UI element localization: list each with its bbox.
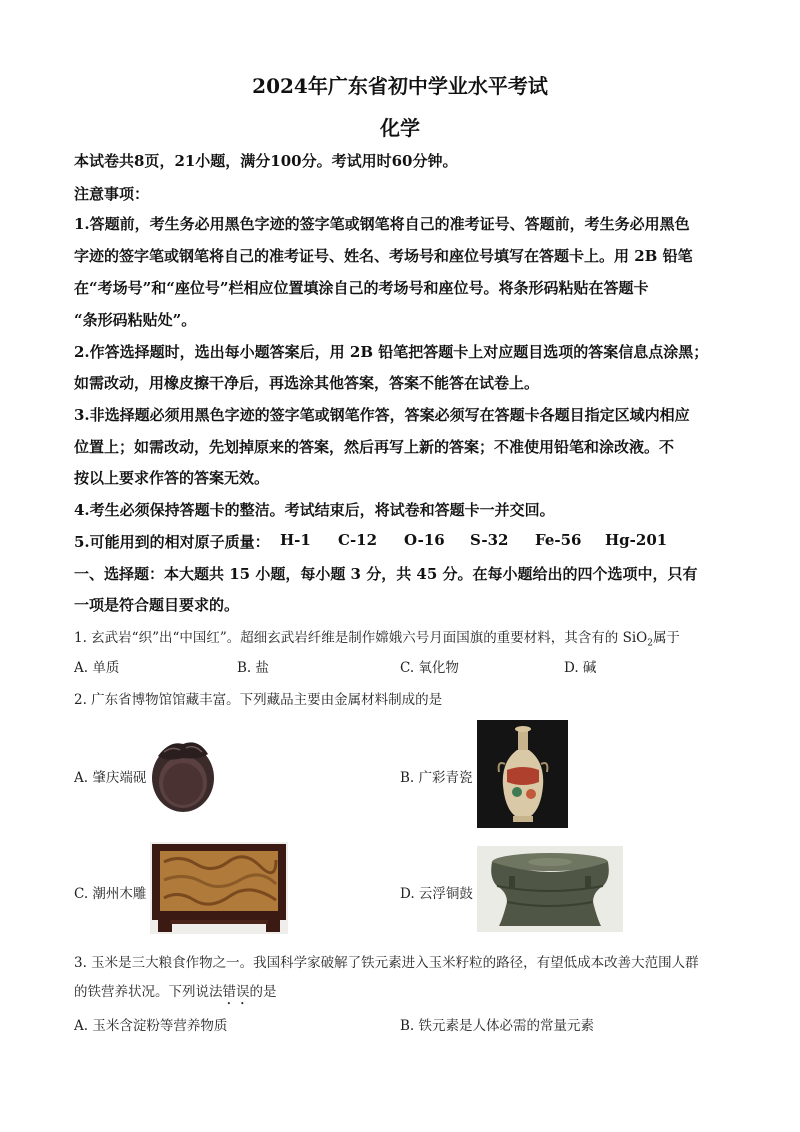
question-1-stem-end: 属于 xyxy=(652,630,680,646)
notice-line: 2.作答选择题时，选出每小题答案后，用 2B 铅笔把答题卡上对应题目选项的答案信息点涂黑； xyxy=(74,343,709,361)
question-3-option-b[interactable]: B. 铁元素是人体必需的常量元素 xyxy=(400,1018,595,1034)
subject-title: 化学 xyxy=(380,116,420,140)
exam-title: 2024年广东省初中学业水平考试 xyxy=(252,74,548,98)
notice-line: 位置上；如需改动，先划掉原来的答案，然后再写上新的答案；不准使用铅笔和涂改液。不 xyxy=(74,438,675,456)
question-2-option-a[interactable]: A. 肇庆端砚 xyxy=(74,770,147,786)
question-1-stem-text: 1. 玄武岩“织”出“中国红”。超细玄武岩纤维是制作嫦娥六号月面国旗的重要材料，其含有的 SiO xyxy=(74,630,648,646)
porcelain-vase-image xyxy=(477,720,568,828)
atomic-mass-item: O-16 xyxy=(404,531,445,549)
notice-heading: 注意事项： xyxy=(74,185,150,203)
question-1-option-c[interactable]: C. 氧化物 xyxy=(400,660,459,676)
notice-line: 4.考生必须保持答题卡的整洁。考试结束后，将试卷和答题卡一并交回。 xyxy=(74,501,555,519)
notice-line: 按以上要求作答的答案无效。 xyxy=(74,469,270,487)
question-3-stem-cont xyxy=(74,980,277,1008)
question-1-option-b[interactable]: B. 盐 xyxy=(237,660,270,676)
question-2-option-b[interactable]: B. 广彩青瓷 xyxy=(400,770,473,786)
atomic-mass-item: Fe-56 xyxy=(535,531,582,549)
inkstone-image xyxy=(150,730,216,816)
question-3-stem: 3. 玉米是三大粮食作物之一。我国科学家破解了铁元素进入玉米籽粒的路径，有望低成本改善大范围人群 xyxy=(74,955,699,971)
question-1-stem xyxy=(74,626,680,649)
atomic-mass-item: S-32 xyxy=(470,531,509,549)
question-2-option-d[interactable]: D. 云浮铜鼓 xyxy=(400,886,473,902)
notice-line: 在“考场号”和“座位号”栏相应位置填涂自己的考场号和座位号。将条形码粘贴在答题卡 xyxy=(74,279,649,297)
question-1-option-d[interactable]: D. 碱 xyxy=(564,660,597,676)
bronze-drum-image xyxy=(477,846,623,932)
atomic-mass-item: C-12 xyxy=(338,531,378,549)
question-2-stem: 2. 广东省博物馆馆藏丰富。下列藏品主要由金属材料制成的是 xyxy=(74,692,443,708)
notice-line: 字迹的签字笔或钢笔将自己的准考证号、姓名、考场号和座位号填写在答题卡上。用 2B 铅笔 xyxy=(74,247,693,265)
atomic-mass-item: H-1 xyxy=(280,531,311,549)
section-heading: 一项是符合题目要求的。 xyxy=(74,596,240,614)
exam-intro: 本试卷共8页，21小题，满分100分。考试用时60分钟。 xyxy=(74,152,458,170)
question-1-option-a[interactable]: A. 单质 xyxy=(74,660,120,676)
question-2-option-c[interactable]: C. 潮州木雕 xyxy=(74,886,147,902)
subscript-2: 2 xyxy=(647,638,653,649)
notice-line: 如需改动，用橡皮擦干净后，再选涂其他答案，答案不能答在试卷上。 xyxy=(74,374,540,392)
question-3-stem-text: 的铁营养状况。下列说法 xyxy=(74,984,223,1000)
section-heading: 一、选择题：本大题共 15 小题，每小题 3 分，共 45 分。在每小题给出的四个选项中，只有 xyxy=(74,565,698,583)
question-3-stem-end: 的是 xyxy=(249,984,277,1000)
wood-carving-image xyxy=(150,842,288,934)
notice-line: “条形码粘贴处”。 xyxy=(74,311,197,329)
question-3-option-a[interactable]: A. 玉米含淀粉等营养物质 xyxy=(74,1018,228,1034)
notice-line: 3.非选择题必须用黑色字迹的签字笔或钢笔作答，答案必须写在答题卡各题目指定区域内相应 xyxy=(74,406,690,424)
atomic-mass-item: Hg-201 xyxy=(605,531,668,549)
question-3-emphasis: 错误 xyxy=(222,984,250,1000)
notice-line: 1.答题前，考生务必用黑色字迹的签字笔或钢笔将自己的准考证号、答题前，考生务必用黑色 xyxy=(74,215,690,233)
atomic-mass-label: 5.可能用到的相对原子质量： xyxy=(74,533,270,551)
